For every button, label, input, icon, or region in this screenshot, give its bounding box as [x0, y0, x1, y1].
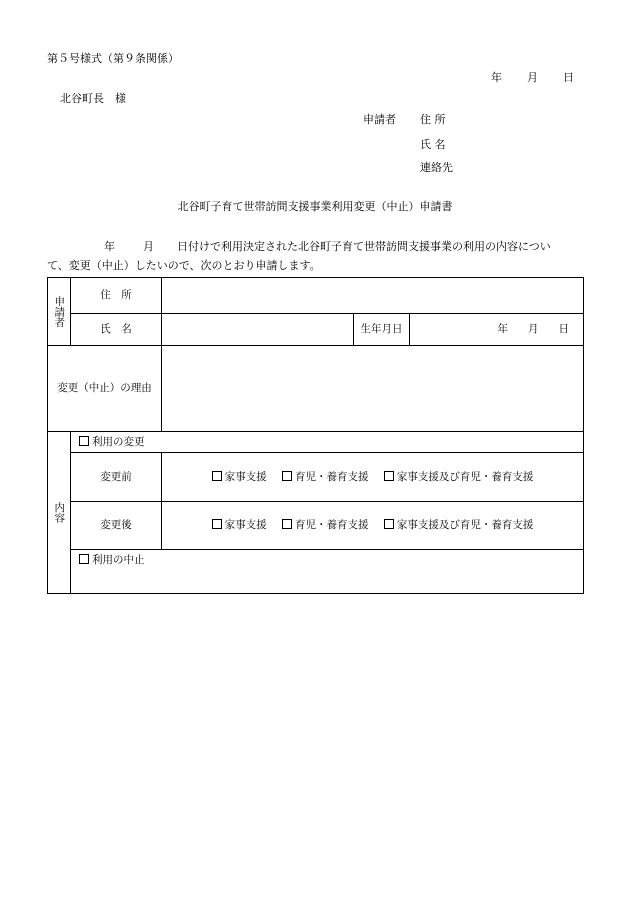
- body-line2: て、変更（中止）したいので、次のとおり申請します。: [47, 259, 321, 272]
- after-label-cell: [71, 502, 162, 550]
- application-table: [47, 277, 584, 594]
- change-usage-checkbox[interactable]: [79, 436, 89, 446]
- birthdate-label: 生年月日: [360, 323, 403, 336]
- birth-month-label: 月: [528, 323, 539, 336]
- after-options: [162, 502, 584, 550]
- after-option-childcare: 育児・養育支援: [295, 519, 369, 532]
- before-label-cell: [71, 453, 162, 502]
- birth-day-label: 日: [558, 323, 570, 336]
- body-year: 年: [104, 240, 115, 253]
- birth-year-label: 年: [497, 323, 509, 336]
- content-section-cell: [48, 432, 71, 594]
- after-option-checkbox-both[interactable]: [384, 519, 394, 529]
- stop-usage-checkbox[interactable]: [79, 554, 89, 564]
- body-month: 月: [143, 240, 154, 253]
- reason-field[interactable]: [162, 346, 584, 432]
- applicant-section-cell: [48, 278, 71, 346]
- name-field[interactable]: [162, 314, 354, 346]
- name-label: 氏 名: [100, 323, 132, 336]
- change-usage-label: 利用の変更: [92, 435, 145, 448]
- document-title: 北谷町子育て世帯訪問支援事業利用変更（中止）申請書: [177, 200, 453, 213]
- applicant-vertical-label: 申請者: [53, 295, 66, 328]
- applicant-contact-label: 連絡先: [420, 161, 453, 174]
- name-label-cell: [71, 314, 162, 346]
- after-option-checkbox-childcare[interactable]: [282, 519, 292, 529]
- before-options: [162, 453, 584, 502]
- before-option-childcare: 育児・養育支援: [295, 470, 369, 483]
- applicant-name-label: 氏 名: [420, 138, 446, 151]
- before-option-both: 家事支援及び育児・養育支援: [396, 470, 534, 483]
- after-label: 変更後: [100, 519, 132, 532]
- reason-label-cell: [48, 346, 162, 432]
- date-day: 日: [563, 71, 574, 84]
- applicant-address-label: 住 所: [420, 113, 446, 126]
- before-option-housework: 家事支援: [224, 470, 267, 483]
- date-month: 月: [527, 71, 538, 84]
- after-option-checkbox-housework[interactable]: [212, 519, 222, 529]
- birthdate-label-cell: [354, 314, 410, 346]
- birthdate-field[interactable]: [410, 314, 584, 346]
- applicant-label: 申請者: [363, 113, 396, 126]
- before-label: 変更前: [100, 470, 132, 483]
- stop-usage-label: 利用の中止: [92, 554, 145, 566]
- form-number: 第５号様式（第９条関係）: [47, 52, 179, 65]
- addressee: 北谷町長 様: [60, 92, 126, 105]
- stop-usage-row: [71, 550, 584, 594]
- before-option-checkbox-housework[interactable]: [212, 471, 222, 481]
- after-option-both: 家事支援及び育児・養育支援: [396, 519, 534, 532]
- address-label: 住 所: [100, 289, 132, 302]
- address-field[interactable]: [162, 278, 584, 314]
- address-label-cell: [71, 278, 162, 314]
- body-line1: 日付けで利用決定された北谷町子育て世帯訪問支援事業の利用の内容につい: [177, 240, 551, 253]
- change-usage-row: [71, 432, 584, 453]
- date-year: 年: [491, 71, 502, 84]
- reason-label: 変更（中止）の理由: [57, 382, 152, 395]
- before-option-checkbox-both[interactable]: [384, 471, 394, 481]
- before-option-checkbox-childcare[interactable]: [282, 471, 292, 481]
- after-option-housework: 家事支援: [224, 519, 267, 532]
- content-vertical-label: 内容: [53, 502, 66, 523]
